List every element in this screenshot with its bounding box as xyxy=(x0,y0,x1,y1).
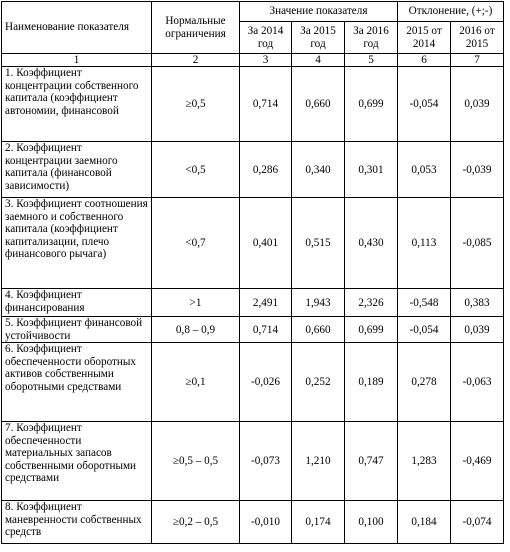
row-value-2015: 1,210 xyxy=(292,422,345,501)
row-value-2015: 0,660 xyxy=(292,67,345,142)
header-indicator-name: Наименование показателя xyxy=(2,2,152,54)
row-deviation-2016-2015: -0,469 xyxy=(451,422,504,501)
column-number: 4 xyxy=(292,54,345,67)
row-deviation-2016-2015: 0,383 xyxy=(451,289,504,317)
header-year-2014: За 2014 год xyxy=(240,22,292,54)
column-number: 6 xyxy=(398,54,451,67)
header-year-2016: За 2016 год xyxy=(345,22,398,54)
header-year-2015: За 2015 год xyxy=(292,22,345,54)
table-row xyxy=(2,501,504,544)
row-deviation-2016-2015: 0,039 xyxy=(451,67,504,142)
row-norm: ≥0,5 xyxy=(152,67,240,142)
header-deviation-2016-2015: 2016 от 2015 xyxy=(451,22,504,54)
row-deviation-2015-2014: 0,278 xyxy=(398,343,451,422)
row-value-2016: 0,699 xyxy=(345,317,398,343)
row-name: 2. Коэффициент концентрации заемного капитала (финансовой зависимости) xyxy=(5,142,118,192)
row-deviation-2015-2014: 0,113 xyxy=(398,198,451,289)
header-indicator-values: Значение показателя xyxy=(240,2,398,22)
row-value-2015: 0,340 xyxy=(292,142,345,198)
row-norm: >1 xyxy=(152,289,240,317)
row-norm: ≥0,2 – 0,5 xyxy=(152,501,240,544)
row-name: 3. Коэффициент соотношения заемного и собственного капитала (коэффициент капитализации, плечо финансового рычага) xyxy=(5,198,148,261)
table-row xyxy=(2,289,504,317)
row-value-2016: 0,699 xyxy=(345,67,398,142)
row-deviation-2016-2015: -0,063 xyxy=(451,343,504,422)
row-value-2016: 0,189 xyxy=(345,343,398,422)
header-deviation: Отклонение, (+;-) xyxy=(398,2,504,22)
row-norm: 0,8 – 0,9 xyxy=(152,317,240,343)
header-deviation-2015-2014: 2015 от 2014 xyxy=(398,22,451,54)
column-number: 1 xyxy=(2,54,152,67)
row-deviation-2015-2014: -0,054 xyxy=(398,67,451,142)
row-deviation-2016-2015: -0,074 xyxy=(451,501,504,544)
row-deviation-2016-2015: -0,085 xyxy=(451,198,504,289)
row-value-2016: 2,326 xyxy=(345,289,398,317)
row-name: 7. Коэффициент обеспеченности материальных запасов собственными оборотными средствами xyxy=(5,422,137,485)
row-value-2014: -0,010 xyxy=(240,501,292,544)
row-deviation-2016-2015: 0,039 xyxy=(451,317,504,343)
row-value-2014: -0,073 xyxy=(240,422,292,501)
row-norm: <0,5 xyxy=(152,142,240,198)
row-name: 5. Коэффициент финансовой устойчивости xyxy=(5,317,143,342)
row-value-2016: 0,301 xyxy=(345,142,398,198)
row-value-2015: 0,515 xyxy=(292,198,345,289)
row-value-2014: 0,714 xyxy=(240,67,292,142)
column-number: 7 xyxy=(451,54,504,67)
column-number: 2 xyxy=(152,54,240,67)
row-deviation-2015-2014: 1,283 xyxy=(398,422,451,501)
table-row xyxy=(2,198,504,289)
row-deviation-2016-2015: -0,039 xyxy=(451,142,504,198)
column-number: 5 xyxy=(345,54,398,67)
row-name: 4. Коэффициент финансирования xyxy=(5,289,85,314)
row-value-2015: 0,660 xyxy=(292,317,345,343)
row-name: 8. Коэффициент маневренности собственных средств xyxy=(5,501,142,539)
header-normal-limits: Нормальные ограничения xyxy=(152,2,240,54)
row-deviation-2015-2014: 0,053 xyxy=(398,142,451,198)
row-value-2014: 0,286 xyxy=(240,142,292,198)
row-value-2014: 0,714 xyxy=(240,317,292,343)
table-row xyxy=(2,142,504,198)
table-row xyxy=(2,343,504,422)
row-value-2015: 0,252 xyxy=(292,343,345,422)
row-norm: <0,7 xyxy=(152,198,240,289)
row-deviation-2015-2014: -0,548 xyxy=(398,289,451,317)
row-value-2014: 0,401 xyxy=(240,198,292,289)
table-row xyxy=(2,422,504,501)
row-deviation-2015-2014: 0,184 xyxy=(398,501,451,544)
row-value-2016: 0,100 xyxy=(345,501,398,544)
row-name: 6. Коэффициент обеспеченности оборотных активов собственными оборотными средствами xyxy=(5,343,137,393)
row-norm: ≥0,1 xyxy=(152,343,240,422)
row-value-2016: 0,747 xyxy=(345,422,398,501)
row-value-2014: -0,026 xyxy=(240,343,292,422)
row-value-2015: 0,174 xyxy=(292,501,345,544)
row-norm: ≥0,5 – 0,5 xyxy=(152,422,240,501)
table-row xyxy=(2,67,504,142)
row-deviation-2015-2014: -0,054 xyxy=(398,317,451,343)
row-value-2015: 1,943 xyxy=(292,289,345,317)
column-number: 3 xyxy=(240,54,292,67)
table-row xyxy=(2,317,504,343)
financial-ratios-table xyxy=(1,1,504,544)
row-value-2014: 2,491 xyxy=(240,289,292,317)
row-name: 1. Коэффициент концентрации собственного капитала (коэффициент автономии, финансовой xyxy=(5,67,139,117)
row-value-2016: 0,430 xyxy=(345,198,398,289)
